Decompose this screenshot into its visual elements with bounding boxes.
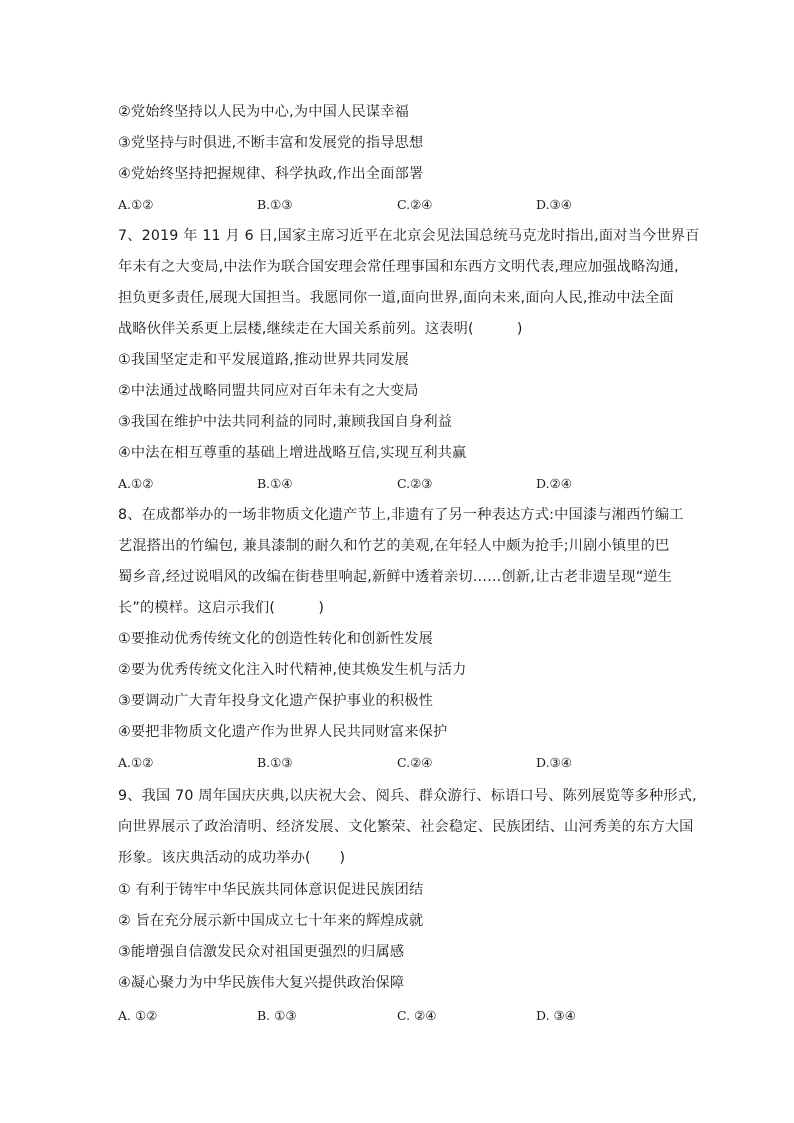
q7-stem-line-2: 年未有之大变局,中法作为联合国安理会常任理事国和东西方文明代表,理应加强战略沟通, <box>118 259 679 275</box>
q6-option-a: A.①② <box>118 197 154 212</box>
q8-stem-line-1: 8、在成都举办的一场非物质文化遗产节上,非遗有了另一种表达方式:中国漆与湘西竹编工 <box>118 507 684 523</box>
q7-statement-2: ②中法通过战略同盟共同应对百年未有之大变局 <box>118 383 419 399</box>
q6-statement-2: ②党始终坚持以人民为中心,为中国人民谋幸福 <box>118 104 409 120</box>
q8-statement-1: ①要推动优秀传统文化的创造性转化和创新性发展 <box>118 631 434 647</box>
q9-statement-3: ③能增强自信激发民众对祖国更强烈的归属感 <box>118 944 405 960</box>
q9-statement-4: ④凝心聚力为中华民族伟大复兴提供政治保障 <box>118 975 405 991</box>
q8-statement-2: ②要为优秀传统文化注入时代精神,使其焕发生机与活力 <box>118 662 467 678</box>
q8-statement-3: ③要调动广大青年投身文化遗产保护事业的积极性 <box>118 693 434 709</box>
q8-option-d: D.③④ <box>536 755 572 770</box>
q6-option-b: B.①③ <box>257 197 293 212</box>
q7-statement-3: ③我国在维护中法共同利益的同时,兼顾我国自身利益 <box>118 414 453 430</box>
q7-option-d: D.②④ <box>536 476 572 491</box>
q7-statement-1: ①我国坚定走和平发展道路,推动世界共同发展 <box>118 352 409 368</box>
q8-option-a: A.①② <box>118 755 154 770</box>
q8-stem-line-2: 艺混搭出的竹编包, 兼具漆制的耐久和竹艺的美观,在年轻人中颇为抢手;川剧小镇里的巴 <box>118 538 670 554</box>
q7-statement-4: ④中法在相互尊重的基础上增进战略互信,实现互利共赢 <box>118 445 467 461</box>
q8-option-b: B.①③ <box>257 755 293 770</box>
q9-stem-line-3: 形象。该庆典活动的成功举办( ) <box>118 850 346 866</box>
q6-statement-3: ③党坚持与时俱进,不断丰富和发展党的指导思想 <box>118 135 424 151</box>
q9-stem-line-2: 向世界展示了政治清明、经济发展、文化繁荣、社会稳定、民族团结、山河秀美的东方大国 <box>118 819 694 835</box>
q9-option-d: D. ③④ <box>536 1008 576 1023</box>
q9-option-c: C. ②④ <box>397 1008 437 1023</box>
q9-option-a: A. ①② <box>118 1008 158 1023</box>
q6-statement-4: ④党始终坚持把握规律、科学执政,作出全面部署 <box>118 166 424 182</box>
q8-stem-line-4: 长”的模样。这启示我们( ) <box>118 600 325 616</box>
q9-stem-line-1: 9、我国 70 周年国庆庆典,以庆祝大会、阅兵、群众游行、标语口号、陈列展览等多种形式, <box>118 788 697 804</box>
q6-option-c: C.②④ <box>397 197 433 212</box>
q8-option-c: C.②④ <box>397 755 433 770</box>
q7-stem-line-4: 战略伙伴关系更上层楼,继续走在大国关系前列。这表明( ) <box>118 321 523 337</box>
q7-option-a: A.①② <box>118 476 154 491</box>
q9-statement-1: ① 有利于铸牢中华民族共同体意识促进民族团结 <box>118 882 424 898</box>
q8-stem-line-3: 蜀乡音,经过说唱风的改编在街巷里响起,新鲜中透着亲切……创新,让古老非遗呈现“逆生 <box>118 569 673 585</box>
q7-stem-line-1: 7、2019 年 11 月 6 日,国家主席习近平在北京会见法国总统马克龙时指出,面对当今世界百 <box>118 228 700 244</box>
q7-stem-line-3: 担负更多责任,展现大国担当。我愿同你一道,面向世界,面向未来,面向人民,推动中法全面 <box>118 290 674 306</box>
q9-option-b: B. ①③ <box>257 1008 297 1023</box>
q6-option-d: D.③④ <box>536 197 572 212</box>
q7-option-c: C.②③ <box>397 476 433 491</box>
q7-option-b: B.①④ <box>257 476 293 491</box>
q9-statement-2: ② 旨在充分展示新中国成立七十年来的辉煌成就 <box>118 913 424 929</box>
q8-statement-4: ④要把非物质文化遗产作为世界人民共同财富来保护 <box>118 724 448 740</box>
